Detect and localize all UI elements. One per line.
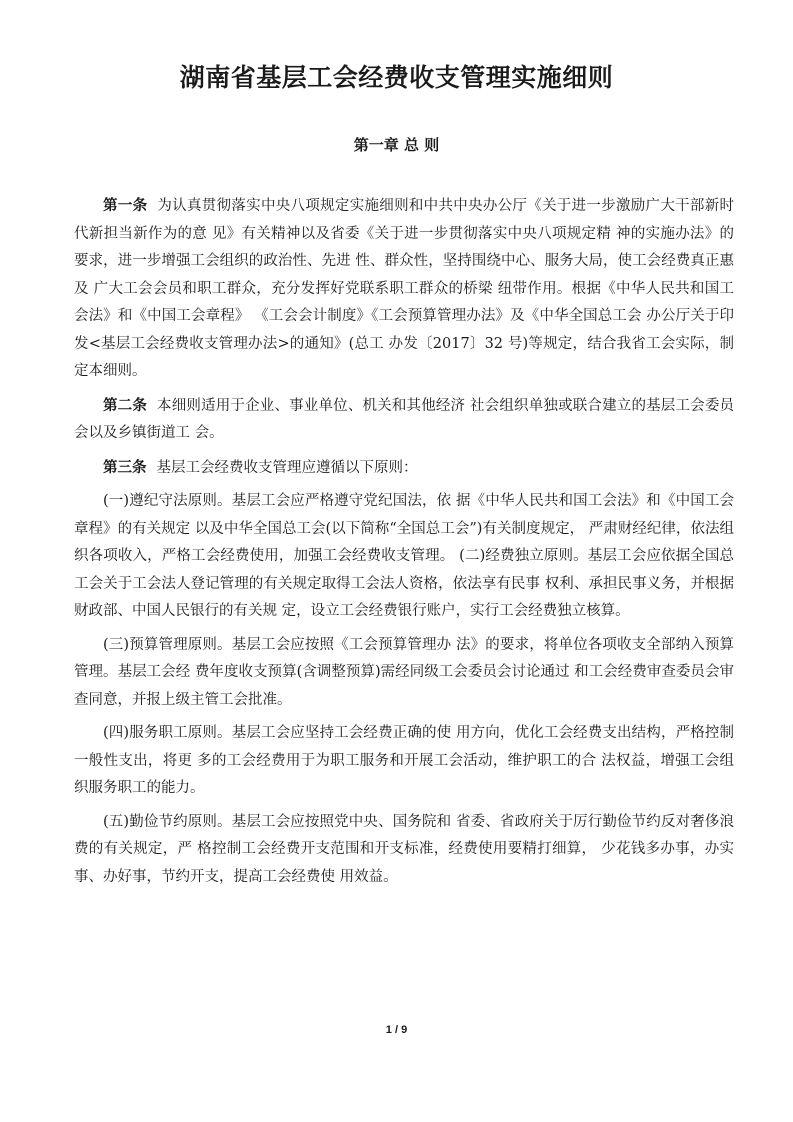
chapter-heading: 第一章 总 则 — [353, 136, 440, 154]
page-number: 1 / 9 — [385, 1024, 408, 1036]
article-text: 本细则适用于企业、事业单位、机关和其他经济 社会组织单独或联合建立的基层工会委员会以及乡镇街道工 会。 — [74, 397, 734, 441]
article-paragraph — [74, 392, 734, 448]
article-paragraph — [74, 454, 734, 483]
principle-text: (四)服务职工原则。基层工会应坚持工会经费正确的使 用方向，优化工会经费支出结构，严格控制一般性支出，将更 多的工会经费用于为职工服务和开展工会活动，维护职工的合 法权益，增强工会组织服务职工的能力。 — [74, 725, 734, 796]
article-text: 基层工会经费收支管理应遵循以下原则： — [156, 459, 418, 476]
document-body — [74, 192, 734, 897]
principle-paragraph — [74, 720, 734, 803]
document-title: 湖南省基层工会经费收支管理实施细则 — [179, 63, 614, 92]
principle-paragraph — [74, 488, 734, 626]
principle-text: (一)遵纪守法原则。基层工会应严格遵守党纪国法，依 据《中华人民共和国工会法》和《中国工会章程》的有关规定 以及中华全国总工会(以下简称“全国总工会”)有关制度规定， 严肃财经纪律，依法组织各项收入，严格工会经费使用，加强工会经费收支管理。 (二)经费独立原则。基层工会应依据全国总工会关于工会法人登记管理的有关规定取得工会法人资格，依法享有民事 权利、承担民事义务，并根据财政部、中国人民银行的有关规 定，设立工会经费银行账户，实行工会经费独立核算。 — [74, 493, 734, 619]
article-label: 第三条 — [103, 458, 147, 476]
article-text: 为认真贯彻落实中央八项规定实施细则和中共中央办公厅《关于进一步激励广大干部新时代新担当新作为的意 见》有关精神以及省委《关于进一步贯彻落实中央八项规定精 神的实施办法》的要求，进一步增强工会组织的政治性、先进 性、群众性，坚持围绕中心、服务大局，使工会经费真正惠及 广大工会会员和职工群众，充分发挥好党联系职工群众的桥梁 纽带作用。根据《中华人民共和国工会法》和《中国工会章程》 《工会会计制度》《工会预算管理办法》及《中华全国总工会 办公厅关于印发<基层工会经费收支管理办法>的通知》(总工 办发〔2017〕32 号)等规定，结合我省工会实际，制定本细则。 — [74, 198, 735, 379]
article-label: 第二条 — [103, 396, 148, 414]
principle-paragraph — [74, 632, 734, 715]
principle-text: (三)预算管理原则。基层工会应按照《工会预算管理办 法》的要求，将单位各项收支全部纳入预算管理。基层工会经 费年度收支预算(含调整预算)需经同级工会委员会讨论通过 和工会经费审查委员会审查同意，并报上级主管工会批准。 — [74, 636, 734, 708]
principle-text: (五)勤俭节约原则。基层工会应按照党中央、国务院和 省委、省政府关于厉行勤俭节约反对奢侈浪费的有关规定，严 格控制工会经费开支范围和开支标准，经费使用要精打细算， 少花钱多办事，办实事、办好事，节约开支，提高工会经费使 用效益。 — [74, 813, 734, 885]
article-paragraph — [74, 192, 734, 386]
article-label: 第一条 — [103, 197, 148, 214]
principle-paragraph — [74, 809, 734, 892]
